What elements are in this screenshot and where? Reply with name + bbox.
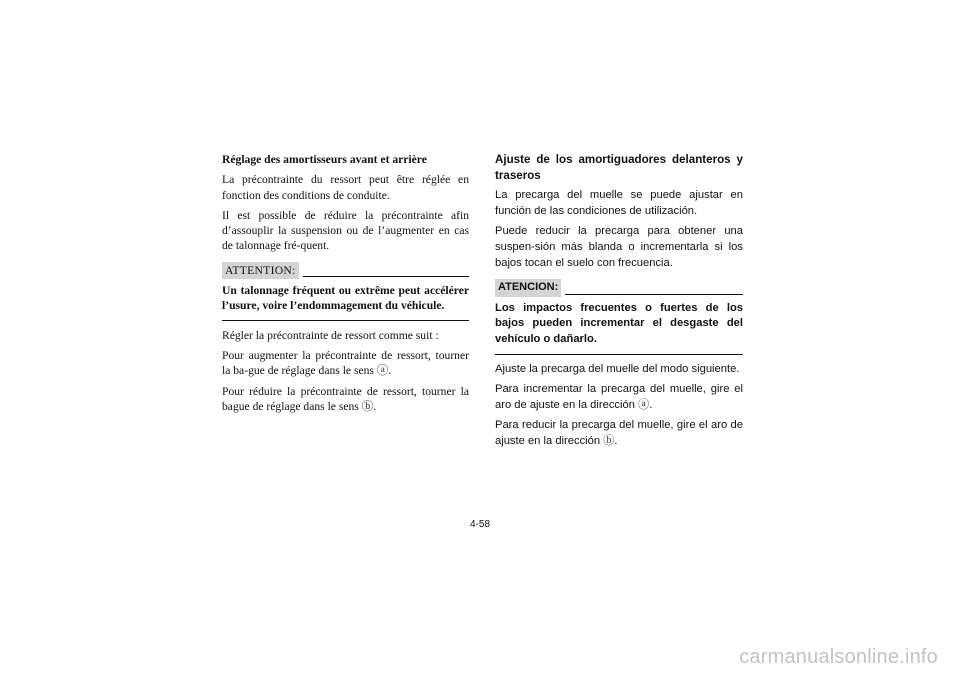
spanish-caution-line (565, 294, 743, 295)
french-caution-rule (222, 320, 469, 321)
french-paragraph-3: Régler la précontrainte de ressort comme suit : (222, 328, 439, 342)
spanish-caution-header (495, 279, 743, 297)
french-paragraph-2: Il est possible de réduire la précontrainte afin d’assouplir la suspension ou de l’augmenter en cas de talonnage fré-quent. (222, 208, 469, 253)
french-caution-text: Un talonnage fréquent ou extrême peut accélérer l’usure, voire l’endommagement du véhicule. (222, 284, 469, 313)
page-number: 4-58 (469, 519, 490, 530)
french-paragraph-4: Pour augmenter la précontrainte de ressort, tourner la ba-gue de réglage dans le sens ⓐ. (222, 348, 469, 378)
spanish-paragraph-4: Para incrementar la precarga del muelle, gire el aro de ajuste en la dirección ⓐ. (495, 383, 743, 411)
watermark-text: carmanualsonline.info (739, 646, 938, 668)
spanish-caution-rule (495, 354, 743, 355)
french-caution-header (222, 262, 469, 279)
french-caution-label: ATTENTION: (222, 262, 299, 279)
spanish-paragraph-2: Puede reducir la precarga para obtener una suspen-sión más blanda o incrementarla si los bajos tocan el suelo con frecuencia. (495, 225, 743, 269)
french-heading: Réglage des amortisseurs avant et arrière (222, 153, 427, 166)
spanish-caution-text: Los impactos frecuentes o fuertes de los bajos pueden incrementar el desgaste del vehículo o dañarlo. (495, 301, 743, 345)
french-paragraph-1: La précontrainte du ressort peut être réglée en fonction des conditions de conduite. (222, 173, 469, 202)
spanish-paragraph-5: Para reducir la precarga del muelle, gire el aro de ajuste en la dirección ⓑ. (495, 419, 743, 447)
spanish-heading: Ajuste de los amortiguadores delanteros y traseros (495, 153, 743, 182)
spanish-paragraph-3: Ajuste la precarga del muelle del modo siguiente. (495, 362, 740, 375)
french-caution-line (303, 276, 469, 277)
spanish-paragraph-1: La precarga del muelle se puede ajustar en función de las condiciones de utilización. (495, 189, 743, 217)
spanish-caution-label: ATENCION: (495, 279, 561, 297)
spanish-column (495, 152, 743, 455)
french-paragraph-5: Pour réduire la précontrainte de ressort, tourner la bague de réglage dans le sens ⓑ. (222, 384, 469, 413)
french-column (222, 152, 469, 419)
